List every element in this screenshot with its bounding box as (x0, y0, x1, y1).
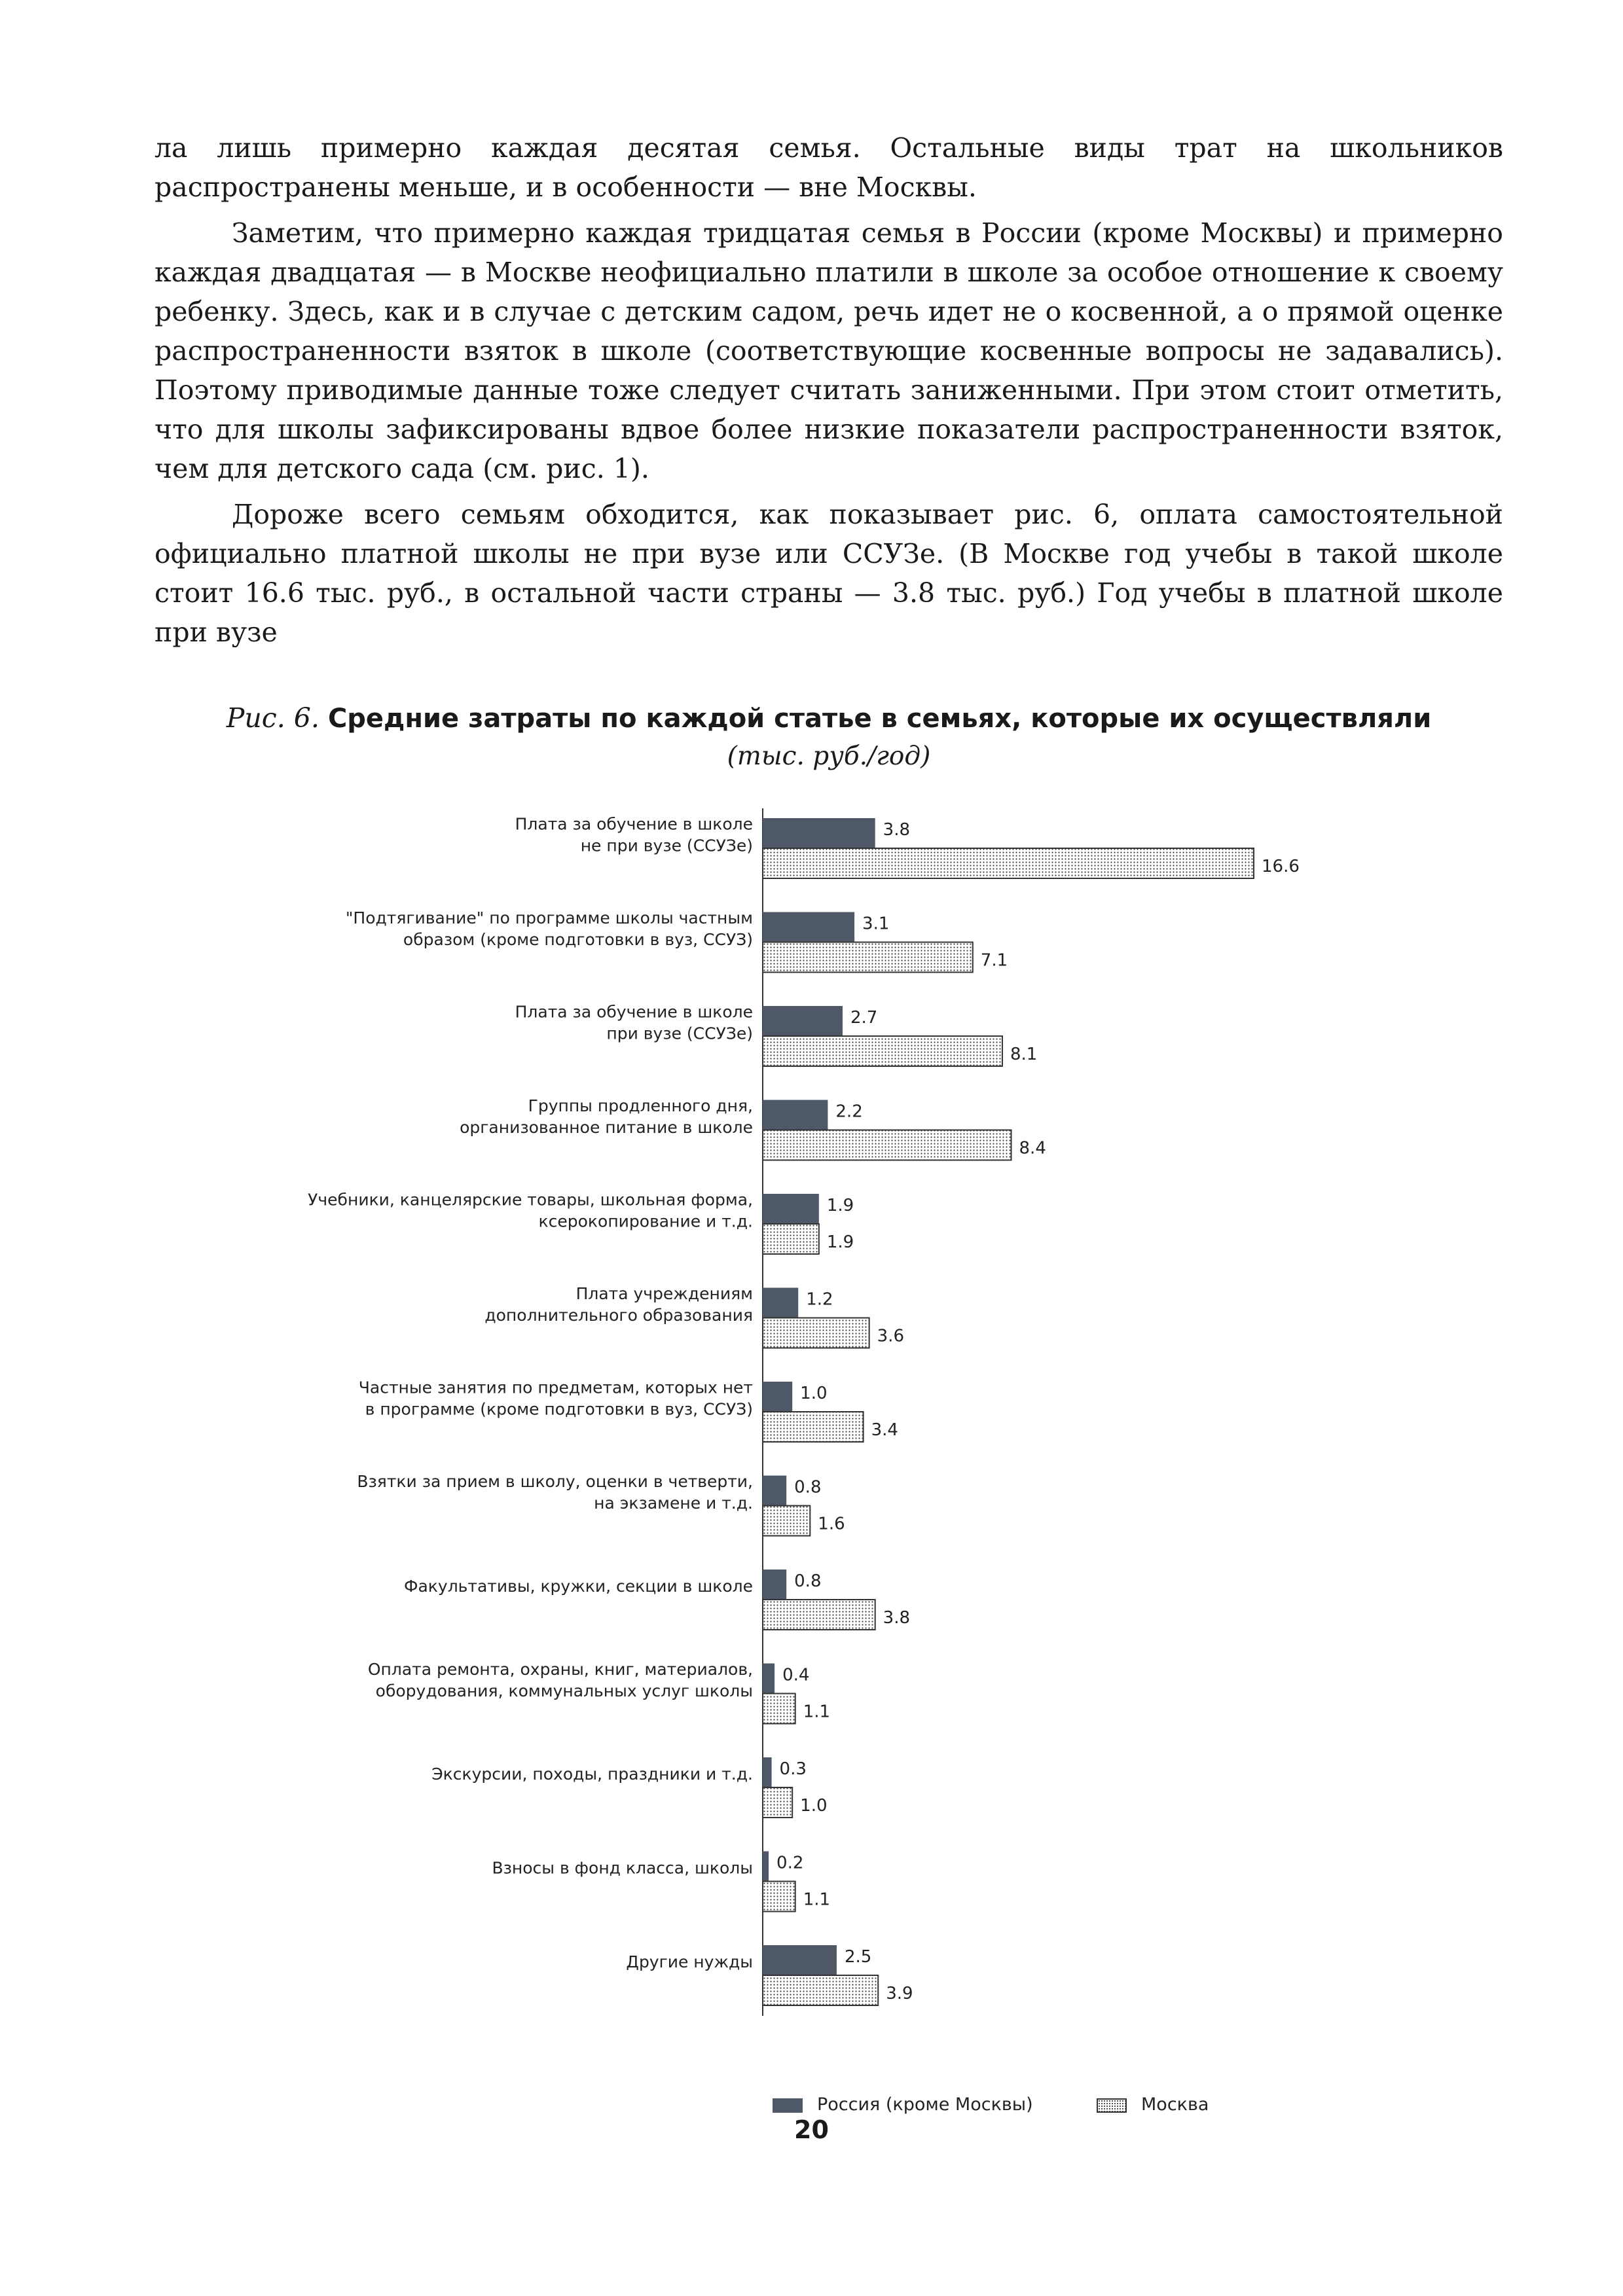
value-label-russia: 0.3 (779, 1759, 807, 1779)
figure-units: (тыс. руб./год) (727, 742, 931, 771)
bar-moscow (763, 1036, 1002, 1066)
bar-moscow (763, 1224, 819, 1254)
category-label: не при вузе (ССУЗе) (580, 836, 753, 855)
category-label: Плата за обучение в школе (515, 814, 753, 834)
category-label: Оплата ремонта, охраны, книг, материалов, (367, 1660, 753, 1679)
bar-chart (0, 779, 1623, 2075)
category-label: образом (кроме подготовки в вуз, ССУЗ) (403, 930, 753, 949)
category-label: Плата за обучение в школе (515, 1002, 753, 1022)
bar-moscow (763, 848, 1254, 878)
bar-moscow (763, 1506, 810, 1536)
bar-russia (763, 1194, 819, 1224)
value-label-russia: 2.5 (844, 1947, 872, 1967)
bar-russia (763, 1852, 769, 1882)
category-label: при вузе (ССУЗе) (606, 1024, 753, 1043)
category-label: Группы продленного дня, (528, 1096, 753, 1115)
paragraph-3: Дороже всего семьям обходится, как показывает рис. 6, оплата самостоятельной официально платной школы не при вузе или ССУЗе. (В Москве год учебы в такой школе стоит 16.6 тыс. руб., в остальной части страны — 3.8 тыс. руб.) Год учебы в платной школе при вузе (155, 499, 1503, 648)
value-label-russia: 0.2 (776, 1853, 804, 1873)
legend-item-moscow (1097, 2094, 1209, 2115)
category-label: Частные занятия по предметам, которых нет (358, 1378, 753, 1397)
value-label-moscow: 1.9 (826, 1232, 854, 1252)
value-label-moscow: 1.0 (800, 1796, 828, 1816)
figure-title: Средние затраты по каждой статье в семьях, которые их осуществляли (327, 704, 1432, 734)
category-label: на экзамене и т.д. (594, 1494, 753, 1513)
bar-russia (763, 1664, 775, 1694)
value-label-russia: 1.2 (806, 1289, 833, 1310)
bar-moscow (763, 1412, 864, 1442)
value-label-moscow: 1.1 (803, 1890, 831, 1910)
bar-moscow (763, 1787, 792, 1818)
value-label-moscow: 3.4 (871, 1420, 898, 1440)
value-label-russia: 3.1 (862, 914, 890, 934)
figure-caption (155, 699, 1503, 776)
value-label-russia: 0.8 (794, 1571, 822, 1591)
legend-swatch-moscow (1097, 2098, 1127, 2113)
value-label-moscow: 8.4 (1019, 1138, 1046, 1158)
category-label: организованное питание в школе (460, 1118, 753, 1137)
category-label: Взятки за прием в школу, оценки в четверти, (357, 1472, 753, 1491)
bar-russia (763, 1382, 792, 1412)
value-label-moscow: 16.6 (1262, 857, 1300, 876)
category-label: Плата учреждениям (575, 1284, 753, 1303)
value-label-russia: 1.9 (826, 1196, 854, 1215)
bar-moscow (763, 1318, 869, 1348)
value-label-russia: 0.4 (782, 1665, 810, 1685)
value-label-russia: 1.0 (800, 1384, 828, 1403)
bar-russia (763, 1476, 786, 1506)
value-label-moscow: 3.6 (877, 1326, 905, 1346)
value-label-moscow: 1.6 (818, 1514, 845, 1534)
value-label-russia: 2.2 (835, 1102, 863, 1122)
category-label: Учебники, канцелярские товары, школьная форма, (308, 1190, 753, 1210)
value-label-moscow: 3.8 (883, 1608, 911, 1628)
value-label-moscow: 7.1 (980, 950, 1008, 971)
category-label: дополнительного образования (484, 1306, 753, 1325)
legend-swatch-russia (773, 2098, 803, 2113)
category-label: Взносы в фонд класса, школы (492, 1858, 753, 1878)
value-label-moscow: 3.9 (886, 1984, 913, 2003)
category-label: "Подтягивание" по программе школы частным (345, 908, 753, 927)
bar-moscow (763, 1130, 1012, 1160)
bar-russia (763, 912, 854, 942)
figure-number: Рис. 6. (226, 702, 319, 734)
legend-item-russia (773, 2094, 1033, 2115)
bar-russia (763, 1570, 786, 1600)
value-label-russia: 3.8 (883, 820, 911, 840)
bar-moscow (763, 1600, 875, 1630)
bar-russia (763, 1100, 828, 1130)
value-label-moscow: 1.1 (803, 1702, 831, 1722)
bar-russia (763, 1006, 843, 1036)
value-label-russia: 0.8 (794, 1477, 822, 1498)
category-label: Экскурсии, походы, праздники и т.д. (431, 1765, 753, 1784)
legend-label-moscow: Москва (1141, 2094, 1209, 2115)
page-number: 20 (794, 2115, 829, 2144)
bar-russia (763, 818, 875, 848)
category-label: ксерокопирование и т.д. (538, 1211, 753, 1231)
paragraph-2: Заметим, что примерно каждая тридцатая семья в России (кроме Москвы) и примерно каждая двадцатая — в Москве неофициально платили в школе за особое отношение к своему ребенку. Здесь, как и в случае с детским садом, речь идет не о косвенной, а о прямой оценке распространенности взяток в школе (соответствующие косвенные вопросы не задавались). Поэтому приводимые данные тоже следует считать заниженными. При этом стоит отметить, что для школы зафиксированы вдвое более низкие показатели распространенности взяток, чем для детского сада (см. рис. 1). (155, 217, 1503, 484)
category-label: Другие нужды (626, 1952, 753, 1971)
bar-moscow (763, 1882, 795, 1912)
bar-moscow (763, 942, 973, 973)
category-label: Факультативы, кружки, секции в школе (403, 1577, 753, 1596)
legend-label-russia: Россия (кроме Москвы) (817, 2094, 1033, 2115)
value-label-moscow: 8.1 (1010, 1045, 1038, 1064)
paragraph-1: ла лишь примерно каждая десятая семья. Остальные виды трат на школьников распространены меньше, и в особенности — вне Москвы. (155, 132, 1503, 203)
value-label-russia: 2.7 (850, 1008, 878, 1028)
body-text (155, 128, 1503, 658)
bar-russia (763, 1288, 798, 1318)
bar-russia (763, 1757, 772, 1787)
category-label: оборудования, коммунальных услуг школы (375, 1681, 753, 1700)
category-label: в программе (кроме подготовки в вуз, ССУЗ) (365, 1399, 753, 1419)
bar-moscow (763, 1694, 795, 1724)
bar-moscow (763, 1975, 878, 2005)
bar-russia (763, 1945, 837, 1975)
